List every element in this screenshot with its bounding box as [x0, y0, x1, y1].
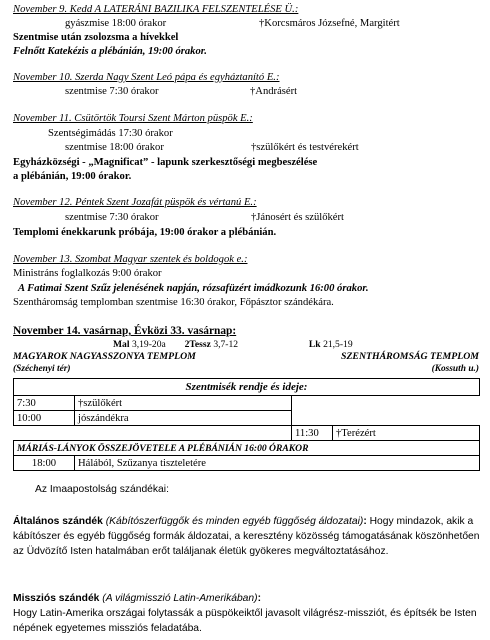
church-right-name: SZENTHÁROMSÁG TEMPLOM	[341, 351, 479, 362]
nov11-intention: †szülőkért és testvérekért	[251, 142, 359, 153]
row2-time: 10:00	[14, 411, 75, 426]
nov12-note: Templomi énekkarunk próbája, 19:00 órakor a plébánián.	[13, 227, 277, 238]
mission-intention-label: Missziós szándék	[13, 593, 100, 604]
church-left-name: MAGYAROK NAGYASSZONYA TEMPLOM	[13, 351, 196, 362]
nov9-title: November 9. Kedd A LATERÁNI BAZILIKA FELSZENTELÉSE Ü.:	[13, 4, 299, 15]
table-row	[14, 456, 480, 471]
prayer-apostolate-title: Az Imaapostolság szándékai:	[35, 484, 169, 495]
nov11-adoration: Szentségimádás 17:30 órakor	[48, 128, 173, 139]
church-right-location: (Kossuth u.)	[431, 364, 479, 374]
row2-intention: jószándékra	[75, 411, 292, 426]
mission-intention-topic: (A világmisszió Latin-Amerikában)	[102, 593, 258, 604]
maria-header-row	[14, 441, 480, 456]
nov10-mass: szentmise 7:30 órakor	[65, 86, 159, 97]
row3-intention: †Terézért	[333, 426, 480, 441]
reading-1-book: Mal	[113, 339, 130, 350]
nov11-title: November 11. Csütörtök Toursi Szent Márton püspök E.:	[13, 113, 253, 124]
nov10-title: November 10. Szerda Nagy Szent Leó pápa és egyháztanító E.:	[13, 72, 280, 83]
nov14-title: November 14. vasárnap, Évközi 33. vasárnap:	[13, 325, 237, 337]
general-intention-label: Általános szándék	[13, 516, 103, 527]
table-row	[14, 411, 480, 426]
table-row	[14, 426, 480, 441]
row1-time: 7:30	[14, 396, 75, 411]
mission-intention-colon: :	[257, 593, 262, 604]
schedule-header-row	[14, 379, 480, 396]
mission-intention	[13, 591, 480, 636]
church-left-location: (Széchenyi tér)	[13, 364, 71, 374]
schedule-header: Szentmisék rendje és ideje:	[14, 379, 480, 396]
nov11-note1: Egyházközségi - „Magnificat” - lapunk szerkesztőségi megbeszélése	[13, 157, 318, 168]
nov9-intention: †Korcsmáros Józsefné, Margitért	[259, 18, 400, 29]
mass-schedule-table	[13, 378, 480, 471]
general-intention-text: Hogy mindazok, akik a kábítószer és egyéb függőség formák áldozatai, a keresztény közösség támogatásának köszönhetően az Üdvözítő Isten hatalmában erőt találjanak életük gyökeres megváltoztatásához.	[13, 516, 480, 557]
nov12-title: November 12. Péntek Szent Jozafát püspök és vértanú E.:	[13, 197, 257, 208]
nov11-note2: a plébánián, 19:00 órakor.	[13, 171, 132, 182]
nov9-mass: gyászmise 18:00 órakor	[65, 18, 167, 29]
nov9-note2: Felnőtt Katekézis a plébánián, 19:00 órakor.	[13, 46, 207, 57]
row1-intention: †szülőkért	[75, 396, 292, 411]
maria-time: 18:00	[14, 456, 75, 471]
nov10-intention: †Andrásért	[250, 86, 298, 97]
maria-header: MÁRIÁS-LÁNYOK ÖSSZEJÖVETELE A PLÉBÁNIÁN 16:00 ÓRAKOR	[14, 441, 480, 456]
nov13-title: November 13. Szombat Magyar szentek és boldogok e.:	[13, 254, 248, 265]
general-intention-colon: :	[363, 516, 367, 527]
nov13-line3: Szentháromság templomban szentmise 16:30 órakor, Főpásztor szándékára.	[13, 297, 334, 308]
readings-line	[113, 339, 353, 351]
table-row	[14, 396, 480, 411]
row3-time: 11:30	[292, 426, 333, 441]
nov12-mass: szentmise 7:30 órakor	[65, 212, 159, 223]
maria-text: Hálából, Szűzanya tiszteletére	[75, 456, 480, 471]
reading-2-book: 2Tessz	[184, 339, 211, 350]
general-intention	[13, 514, 480, 559]
nov13-line1: Ministráns foglalkozás 9:00 órakor	[13, 268, 162, 279]
nov12-intention: †Jánosért és szülőkért	[251, 212, 344, 223]
nov9-note1: Szentmise után zsolozsma a hívekkel	[13, 32, 179, 43]
general-intention-topic: (Kábítószerfüggők és minden egyéb függőség áldozatai)	[105, 516, 364, 527]
nov13-line2: A Fatimai Szent Szűz jelenésének napján, rózsafüzért imádkozunk 16:00 órakor.	[18, 283, 369, 294]
nov11-mass: szentmise 18:00 órakor	[65, 142, 164, 153]
reading-3-book: Lk	[308, 339, 321, 350]
reading-3-ref: 21,5-19	[323, 339, 353, 350]
reading-1-ref: 3,19-20a	[131, 339, 166, 350]
reading-2-ref: 3,7-12	[213, 339, 239, 350]
mission-intention-text: Hogy Latin-Amerika országai folytassák a püspökeiktől javasolt világrész-missziót, és építsék be Isten népének egyetemes missziós feladatába.	[13, 608, 477, 634]
